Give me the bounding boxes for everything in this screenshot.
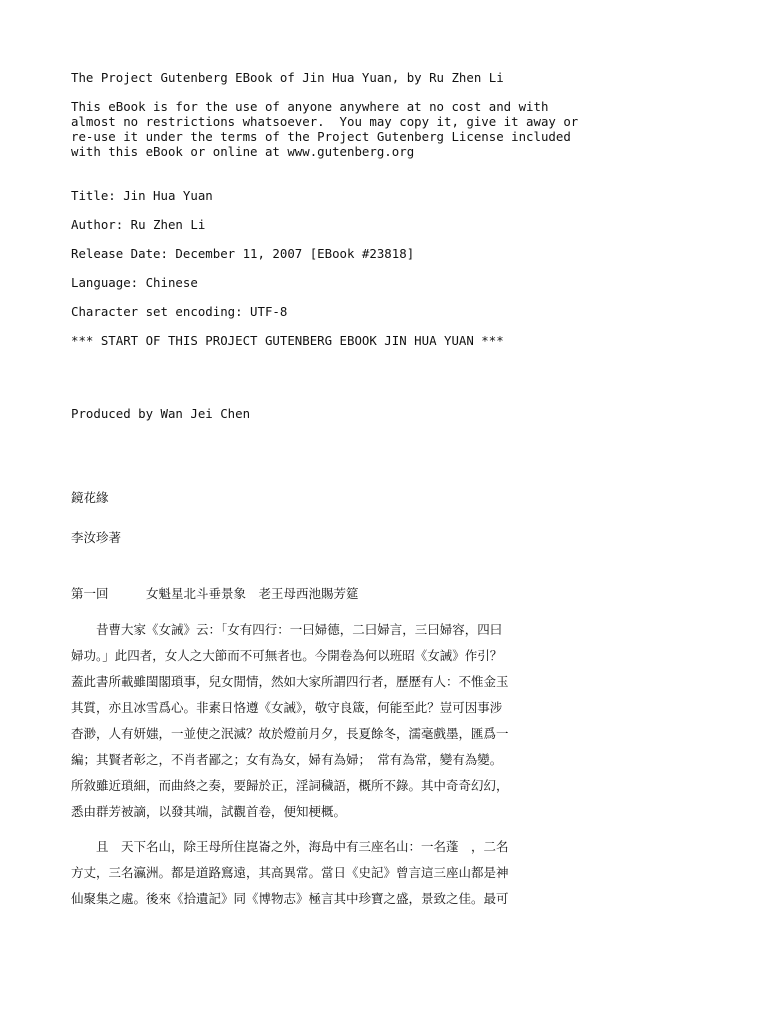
chapter-title: 女魁星北斗垂景象 老王母西池賜芳筵 bbox=[146, 586, 359, 601]
paragraph-line: 方丈，三名瀛洲。都是道路窵遠，其高異常。當日《史記》曾言這三座山都是神 bbox=[71, 865, 509, 880]
meta-title: Title: Jin Hua Yuan bbox=[71, 188, 213, 203]
paragraph-line: 所敘雖近瑣細，而曲終之奏，要歸於正，淫詞穢語，概所不錄。其中奇奇幻幻， bbox=[71, 778, 509, 793]
license-line: re-use it under the terms of the Project Gutenberg License included bbox=[71, 129, 571, 144]
book-title: 鏡花緣 bbox=[71, 490, 109, 505]
paragraph-line: 昔曹大家《女誡》云：「女有四行：一曰婦德，二曰婦言，三曰婦容，四曰 bbox=[96, 622, 503, 637]
paragraph-line: 仙聚集之處。後來《拾遺記》同《博物志》極言其中珍寶之盛，景致之佳。最可 bbox=[71, 891, 509, 906]
produced-by: Produced by Wan Jei Chen bbox=[71, 406, 251, 421]
license-line: with this eBook or online at www.gutenberg.org bbox=[71, 144, 415, 159]
meta-release-date: Release Date: December 11, 2007 [EBook #23818] bbox=[71, 246, 415, 261]
paragraph-line: 悉由群芳被謫，以發其端，試觀首卷，便知梗概。 bbox=[71, 804, 347, 819]
paragraph-line: 編；其賢者彰之，不肖者鄙之；女有為女，婦有為婦； 常有為常，變有為變。 bbox=[71, 752, 503, 767]
meta-language: Language: Chinese bbox=[71, 275, 198, 290]
book-author: 李汝珍著 bbox=[71, 530, 122, 545]
paragraph-line: 蓋此書所載雖閨閣瑣事，兒女閒情，然如大家所謂四行者，歷歷有人：不惟金玉 bbox=[71, 674, 509, 689]
start-marker: *** START OF THIS PROJECT GUTENBERG EBOOK JIN HUA YUAN *** bbox=[71, 333, 504, 348]
paragraph-line: 其質，亦且冰雪爲心。非素日恪遵《女誡》，敬守良箴，何能至此？豈可因事涉 bbox=[71, 700, 503, 715]
paragraph-line: 且 天下名山，除王母所住崑崙之外，海島中有三座名山：一名蓬 ，二名 bbox=[96, 839, 509, 854]
ebook-header-title: The Project Gutenberg EBook of Jin Hua Yuan, by Ru Zhen Li bbox=[71, 70, 504, 85]
license-line: This eBook is for the use of anyone anywhere at no cost and with bbox=[71, 99, 549, 114]
paragraph-line: 婦功。」此四者，女人之大節而不可無者也。今開卷為何以班昭《女誡》作引？ bbox=[71, 648, 503, 663]
meta-author: Author: Ru Zhen Li bbox=[71, 217, 206, 232]
meta-encoding: Character set encoding: UTF-8 bbox=[71, 304, 288, 319]
paragraph-line: 杳渺，人有妍媸，一並使之泯滅？故於燈前月夕，長夏餘冬，濡毫戲墨，匯爲一 bbox=[71, 726, 509, 741]
chapter-number: 第一回 bbox=[71, 586, 109, 601]
license-line: almost no restrictions whatsoever. You may copy it, give it away or bbox=[71, 114, 579, 129]
